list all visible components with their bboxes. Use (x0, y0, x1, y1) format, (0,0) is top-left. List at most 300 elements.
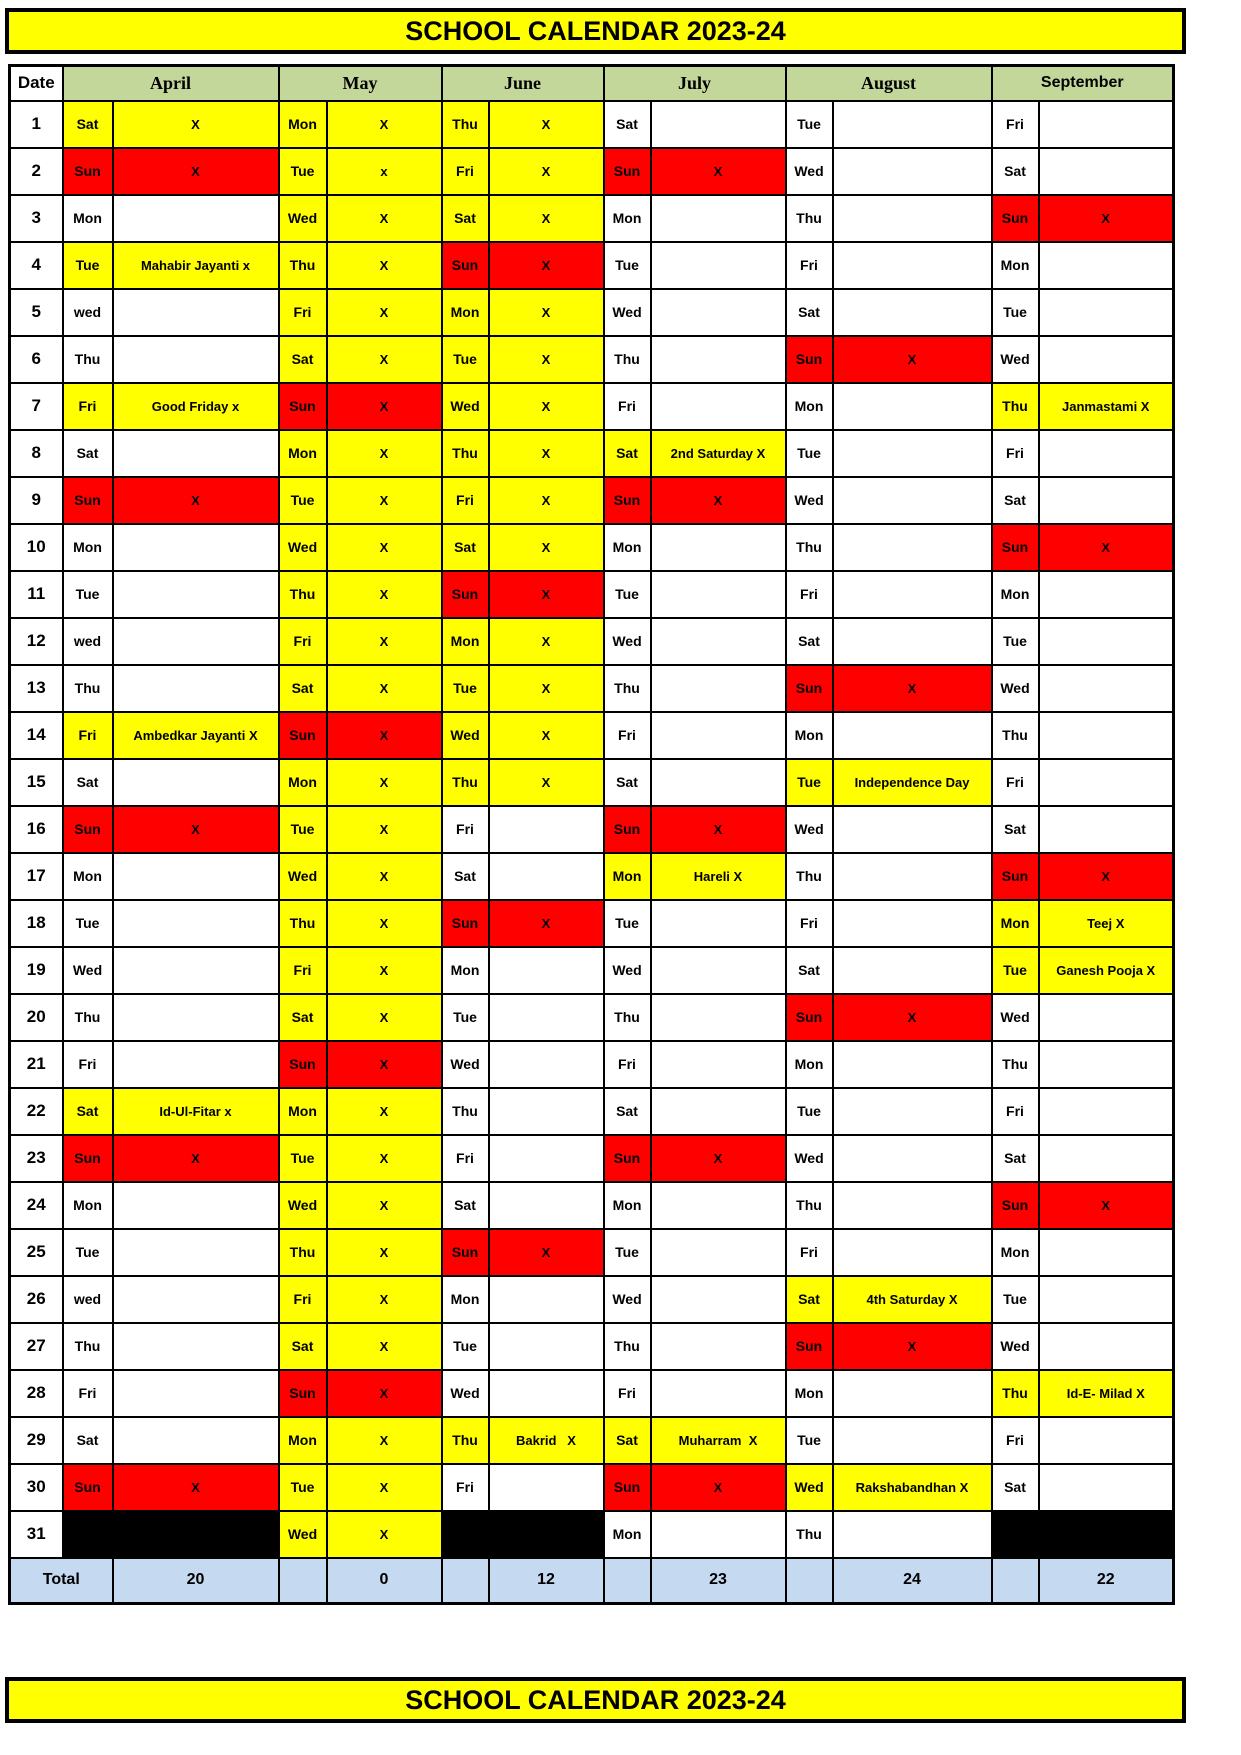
day-cell: Fri (279, 1276, 327, 1323)
day-cell: Mon (992, 242, 1039, 289)
day-cell: Thu (63, 336, 113, 383)
day-cell: Sun (604, 806, 651, 853)
note-cell (113, 900, 279, 947)
day-cell: Tue (442, 336, 489, 383)
note-cell: X (327, 477, 442, 524)
day-cell: Sun (604, 1135, 651, 1182)
top-title-bar (5, 8, 1186, 54)
day-cell: Tue (279, 1464, 327, 1511)
date-cell: 2 (10, 148, 63, 195)
note-cell: X (327, 430, 442, 477)
note-cell: X (489, 618, 604, 665)
table-row (10, 618, 1174, 665)
total-july: 23 (651, 1558, 786, 1604)
day-cell (63, 1511, 113, 1558)
day-cell: Thu (442, 101, 489, 148)
day-cell: Sat (992, 148, 1039, 195)
day-cell: Fri (992, 1417, 1039, 1464)
day-cell: Fri (604, 383, 651, 430)
day-cell: Mon (279, 1088, 327, 1135)
day-cell: Thu (279, 1229, 327, 1276)
day-cell: Thu (992, 383, 1039, 430)
day-cell: Thu (604, 994, 651, 1041)
day-cell: Mon (992, 571, 1039, 618)
note-cell: X (327, 665, 442, 712)
note-cell (833, 947, 992, 994)
table-row (10, 148, 1174, 195)
note-cell (833, 477, 992, 524)
note-cell (489, 947, 604, 994)
note-cell (833, 289, 992, 336)
day-cell: Mon (786, 383, 833, 430)
note-cell: Mahabir Jayanti x (113, 242, 279, 289)
note-cell (833, 618, 992, 665)
table-row (10, 900, 1174, 947)
total-may: 0 (327, 1558, 442, 1604)
table-row (10, 947, 1174, 994)
note-cell (651, 900, 786, 947)
note-cell: X (327, 1088, 442, 1135)
note-cell: x (327, 148, 442, 195)
note-cell (113, 853, 279, 900)
note-cell (1039, 1464, 1174, 1511)
table-row (10, 1135, 1174, 1182)
note-cell (113, 1229, 279, 1276)
note-cell: X (327, 947, 442, 994)
day-cell: Fri (992, 1088, 1039, 1135)
day-cell: Tue (442, 1323, 489, 1370)
day-cell: Mon (604, 1511, 651, 1558)
note-cell (651, 759, 786, 806)
note-cell: X (327, 524, 442, 571)
note-cell: Ganesh Pooja X (1039, 947, 1174, 994)
note-cell (833, 900, 992, 947)
day-cell: Wed (786, 477, 833, 524)
note-cell (1039, 242, 1174, 289)
day-cell: Tue (442, 665, 489, 712)
day-cell: Sun (63, 1464, 113, 1511)
note-cell (833, 1417, 992, 1464)
table-row (10, 336, 1174, 383)
note-cell (489, 994, 604, 1041)
note-cell (651, 1041, 786, 1088)
note-cell: X (833, 336, 992, 383)
day-cell: Thu (442, 759, 489, 806)
note-cell: Muharram X (651, 1417, 786, 1464)
day-cell: Fri (442, 148, 489, 195)
note-cell (1039, 1323, 1174, 1370)
note-cell: X (327, 289, 442, 336)
day-cell: Tue (604, 571, 651, 618)
note-cell (833, 571, 992, 618)
total-spacer (604, 1558, 651, 1604)
note-cell (833, 1182, 992, 1229)
day-cell: Sat (992, 806, 1039, 853)
table-row (10, 994, 1174, 1041)
date-cell: 1 (10, 101, 63, 148)
total-spacer (279, 1558, 327, 1604)
note-cell (651, 383, 786, 430)
day-cell: Mon (279, 759, 327, 806)
day-cell: Fri (992, 759, 1039, 806)
table-row (10, 195, 1174, 242)
day-cell: Tue (992, 618, 1039, 665)
note-cell (113, 195, 279, 242)
note-cell (833, 1511, 992, 1558)
note-cell: X (489, 430, 604, 477)
day-cell: Sat (63, 1088, 113, 1135)
day-cell: Sun (442, 900, 489, 947)
note-cell (833, 853, 992, 900)
note-cell (833, 148, 992, 195)
table-row (10, 759, 1174, 806)
note-cell (113, 571, 279, 618)
day-cell: Mon (604, 524, 651, 571)
note-cell (651, 1276, 786, 1323)
day-cell: Sun (63, 1135, 113, 1182)
note-cell (651, 1323, 786, 1370)
table-row (10, 1229, 1174, 1276)
day-cell: Thu (786, 1182, 833, 1229)
note-cell (1039, 1088, 1174, 1135)
day-cell: Wed (279, 1182, 327, 1229)
day-cell: Fri (786, 242, 833, 289)
note-cell (833, 383, 992, 430)
day-cell: Wed (992, 665, 1039, 712)
day-cell: Sun (63, 477, 113, 524)
note-cell: X (327, 1511, 442, 1558)
day-cell: Sat (279, 665, 327, 712)
day-cell: Thu (604, 1323, 651, 1370)
day-cell: Tue (786, 101, 833, 148)
note-cell (489, 1370, 604, 1417)
date-cell: 31 (10, 1511, 63, 1558)
note-cell (1039, 336, 1174, 383)
note-cell (651, 1511, 786, 1558)
note-cell (113, 524, 279, 571)
note-cell: X (1039, 1182, 1174, 1229)
note-cell: X (327, 101, 442, 148)
note-cell: 2nd Saturday X (651, 430, 786, 477)
note-cell (651, 524, 786, 571)
day-cell: Mon (604, 195, 651, 242)
note-cell: X (489, 336, 604, 383)
day-cell: Sun (604, 477, 651, 524)
date-cell: 30 (10, 1464, 63, 1511)
day-cell: Thu (63, 665, 113, 712)
note-cell (489, 1182, 604, 1229)
day-cell: Fri (442, 477, 489, 524)
date-cell: 15 (10, 759, 63, 806)
day-cell: Fri (786, 571, 833, 618)
note-cell: Bakrid X (489, 1417, 604, 1464)
month-header-may: May (279, 66, 442, 101)
note-cell (651, 336, 786, 383)
note-cell (113, 994, 279, 1041)
day-cell: wed (63, 618, 113, 665)
note-cell (651, 994, 786, 1041)
day-cell: Tue (279, 477, 327, 524)
date-cell: 8 (10, 430, 63, 477)
total-label: Total (10, 1558, 113, 1604)
date-cell: 25 (10, 1229, 63, 1276)
day-cell: Thu (786, 853, 833, 900)
table-row (10, 1417, 1174, 1464)
day-cell: Mon (786, 1370, 833, 1417)
day-cell: Tue (442, 994, 489, 1041)
day-cell: Tue (279, 1135, 327, 1182)
day-cell: wed (63, 289, 113, 336)
day-cell: Thu (279, 900, 327, 947)
day-cell: Fri (442, 806, 489, 853)
table-row (10, 1370, 1174, 1417)
note-cell (651, 665, 786, 712)
note-cell (1039, 665, 1174, 712)
date-cell: 26 (10, 1276, 63, 1323)
note-cell: X (113, 806, 279, 853)
date-cell: 23 (10, 1135, 63, 1182)
note-cell: X (327, 1323, 442, 1370)
note-cell: X (327, 242, 442, 289)
day-cell: Sat (279, 336, 327, 383)
note-cell (113, 289, 279, 336)
date-cell: 16 (10, 806, 63, 853)
day-cell: Sat (63, 759, 113, 806)
note-cell: X (489, 665, 604, 712)
date-cell: 5 (10, 289, 63, 336)
note-cell: Good Friday x (113, 383, 279, 430)
note-cell (1039, 1417, 1174, 1464)
note-cell: X (833, 665, 992, 712)
day-cell: Wed (786, 806, 833, 853)
day-cell: Tue (992, 947, 1039, 994)
day-cell: Sun (442, 1229, 489, 1276)
day-cell: Wed (604, 289, 651, 336)
day-cell: Tue (604, 242, 651, 289)
date-cell: 13 (10, 665, 63, 712)
note-cell: X (327, 571, 442, 618)
month-header-july: July (604, 66, 786, 101)
table-row (10, 806, 1174, 853)
day-cell: Thu (786, 1511, 833, 1558)
day-cell: Tue (992, 289, 1039, 336)
day-cell: Wed (604, 947, 651, 994)
date-column-header: Date (10, 66, 63, 101)
note-cell (833, 101, 992, 148)
note-cell (489, 853, 604, 900)
table-row (10, 101, 1174, 148)
note-cell (1039, 806, 1174, 853)
note-cell (1039, 712, 1174, 759)
note-cell (651, 101, 786, 148)
note-cell (833, 1370, 992, 1417)
date-cell: 12 (10, 618, 63, 665)
note-cell (113, 1182, 279, 1229)
day-cell: Thu (604, 336, 651, 383)
day-cell: Wed (992, 994, 1039, 1041)
day-cell: Wed (279, 195, 327, 242)
day-cell: Wed (992, 336, 1039, 383)
day-cell: Sun (279, 1370, 327, 1417)
day-cell: Mon (442, 1276, 489, 1323)
note-cell: X (489, 242, 604, 289)
day-cell: Sat (63, 1417, 113, 1464)
note-cell: X (113, 1135, 279, 1182)
day-cell: Fri (786, 900, 833, 947)
day-cell: Sun (63, 148, 113, 195)
day-cell: Sat (604, 759, 651, 806)
day-cell: Mon (992, 900, 1039, 947)
note-cell: X (489, 1229, 604, 1276)
day-cell: Mon (992, 1229, 1039, 1276)
date-cell: 29 (10, 1417, 63, 1464)
note-cell: X (327, 1370, 442, 1417)
note-cell (833, 195, 992, 242)
month-header-april: April (63, 66, 279, 101)
date-cell: 14 (10, 712, 63, 759)
table-row (10, 1464, 1174, 1511)
date-cell: 21 (10, 1041, 63, 1088)
note-cell: Teej X (1039, 900, 1174, 947)
note-cell (833, 712, 992, 759)
day-cell: Wed (279, 524, 327, 571)
day-cell: Sat (63, 430, 113, 477)
day-cell: Tue (279, 148, 327, 195)
day-cell: Sun (786, 336, 833, 383)
note-cell (1039, 289, 1174, 336)
day-cell: Wed (442, 1370, 489, 1417)
day-cell: Fri (604, 1041, 651, 1088)
table-row (10, 1276, 1174, 1323)
note-cell: X (489, 383, 604, 430)
day-cell: Mon (442, 947, 489, 994)
note-cell: X (327, 383, 442, 430)
note-cell: X (489, 101, 604, 148)
day-cell: Sat (992, 1464, 1039, 1511)
day-cell: Tue (786, 759, 833, 806)
day-cell: Sun (279, 383, 327, 430)
day-cell: Sat (63, 101, 113, 148)
day-cell: Tue (63, 1229, 113, 1276)
day-cell: Thu (442, 1417, 489, 1464)
note-cell: Id-Ul-Fitar x (113, 1088, 279, 1135)
note-cell (1039, 618, 1174, 665)
date-cell: 17 (10, 853, 63, 900)
date-cell: 19 (10, 947, 63, 994)
day-cell: Sun (992, 853, 1039, 900)
day-cell: Sat (992, 1135, 1039, 1182)
total-spacer (992, 1558, 1039, 1604)
note-cell (651, 195, 786, 242)
day-cell: Fri (992, 430, 1039, 477)
day-cell: Mon (63, 524, 113, 571)
day-cell: Thu (279, 571, 327, 618)
note-cell: X (327, 1464, 442, 1511)
table-row (10, 712, 1174, 759)
note-cell (113, 665, 279, 712)
day-cell: Sat (786, 947, 833, 994)
date-cell: 6 (10, 336, 63, 383)
day-cell: Mon (63, 1182, 113, 1229)
month-header-june: June (442, 66, 604, 101)
table-row (10, 1088, 1174, 1135)
note-cell (113, 1041, 279, 1088)
note-cell (113, 1370, 279, 1417)
day-cell: Wed (786, 148, 833, 195)
day-cell: Sun (992, 195, 1039, 242)
note-cell: X (489, 759, 604, 806)
day-cell: Sat (786, 1276, 833, 1323)
note-cell (651, 1370, 786, 1417)
note-cell: X (327, 618, 442, 665)
note-cell (833, 1088, 992, 1135)
note-cell (1039, 571, 1174, 618)
day-cell: wed (63, 1276, 113, 1323)
table-row (10, 1041, 1174, 1088)
note-cell: Hareli X (651, 853, 786, 900)
day-cell: Thu (279, 242, 327, 289)
day-cell: Thu (63, 1323, 113, 1370)
day-cell: Fri (604, 712, 651, 759)
day-cell: Tue (279, 806, 327, 853)
day-cell: Sat (279, 994, 327, 1041)
day-cell: Mon (279, 430, 327, 477)
note-cell (1039, 759, 1174, 806)
day-cell: Fri (279, 947, 327, 994)
day-cell: Fri (63, 383, 113, 430)
note-cell: X (327, 759, 442, 806)
day-cell: Tue (63, 571, 113, 618)
day-cell: Fri (279, 618, 327, 665)
day-cell (442, 1511, 489, 1558)
day-cell: Sat (442, 195, 489, 242)
note-cell: X (489, 524, 604, 571)
note-cell (113, 430, 279, 477)
day-cell: Thu (992, 1041, 1039, 1088)
note-cell: X (1039, 853, 1174, 900)
note-cell: X (113, 101, 279, 148)
day-cell: Fri (604, 1370, 651, 1417)
day-cell: Mon (442, 618, 489, 665)
day-cell: Sun (992, 524, 1039, 571)
day-cell: Sun (442, 242, 489, 289)
table-row (10, 242, 1174, 289)
note-cell: Janmastami X (1039, 383, 1174, 430)
day-cell: Fri (63, 1370, 113, 1417)
day-cell: Mon (63, 853, 113, 900)
day-cell: Sun (279, 712, 327, 759)
note-cell: X (327, 712, 442, 759)
note-cell: Ambedkar Jayanti X (113, 712, 279, 759)
note-cell (1039, 148, 1174, 195)
note-cell: X (327, 1135, 442, 1182)
note-cell (113, 336, 279, 383)
page-title: SCHOOL CALENDAR 2023-24 (405, 15, 786, 46)
total-august: 24 (833, 1558, 992, 1604)
note-cell (833, 1041, 992, 1088)
note-cell (651, 242, 786, 289)
note-cell (113, 1276, 279, 1323)
day-cell: Tue (604, 1229, 651, 1276)
day-cell: Tue (786, 1417, 833, 1464)
day-cell: Wed (786, 1464, 833, 1511)
table-row (10, 383, 1174, 430)
day-cell: Mon (442, 289, 489, 336)
table-row (10, 1323, 1174, 1370)
table-row (10, 571, 1174, 618)
day-cell: Tue (786, 430, 833, 477)
note-cell (113, 759, 279, 806)
